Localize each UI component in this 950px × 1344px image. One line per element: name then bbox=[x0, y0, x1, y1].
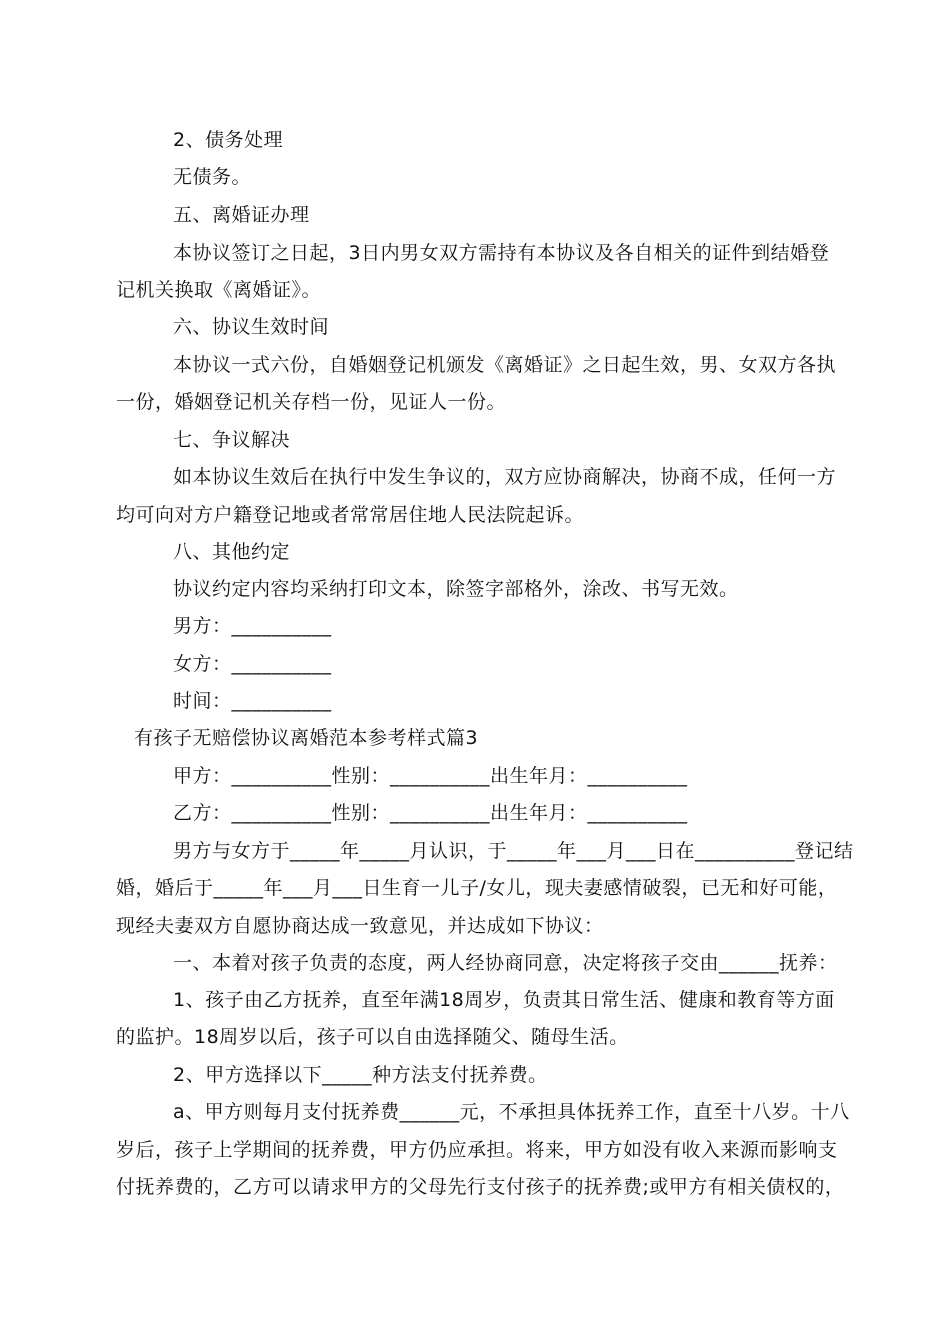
section-heading-effective: 六、协议生效时间 bbox=[173, 316, 330, 338]
paragraph-text: 记机关换取《离婚证》。 bbox=[116, 279, 322, 301]
party-a-line: 甲方：__________性别：__________出生年月：__________ bbox=[173, 765, 688, 787]
signature-line-female: 女方：__________ bbox=[173, 653, 332, 675]
signature-line-date: 时间：__________ bbox=[173, 690, 332, 712]
paragraph-text: 1、孩子由乙方抚养，直至年满18周岁，负责其日常生活、健康和教育等方面 bbox=[173, 989, 835, 1011]
paragraph-text: 2、甲方选择以下_____种方法支付抚养费。 bbox=[173, 1064, 548, 1086]
clause-heading-custody: 一、本着对孩子负责的态度，两人经协商同意，决定将孩子交由______抚养： bbox=[173, 952, 838, 974]
section-heading-dispute: 七、争议解决 bbox=[173, 429, 291, 451]
paragraph-text: 协议约定内容均采纳打印文本，除签字部格外，涂改、书写无效。 bbox=[173, 578, 739, 600]
section-heading-other: 八、其他约定 bbox=[173, 541, 291, 563]
paragraph-text: 付抚养费的，乙方可以请求甲方的父母先行支付孩子的抚养费;或甲方有相关债权的， bbox=[116, 1176, 845, 1198]
paragraph-text: 均可向对方户籍登记地或者常常居住地人民法院起诉。 bbox=[116, 504, 585, 526]
paragraph-text: 的监护。18周岁以后，孩子可以自由选择随父、随母生活。 bbox=[116, 1026, 629, 1048]
section-heading-debt: 2、债务处理 bbox=[173, 129, 284, 151]
paragraph-text: 一份，婚姻登记机关存档一份，见证人一份。 bbox=[116, 391, 507, 413]
paragraph-text: 如本协议生效后在执行中发生争议的，双方应协商解决，协商不成，任何一方 bbox=[173, 466, 837, 488]
paragraph-text: 婚，婚后于_____年___月___日生育一儿子/女儿，现夫妻感情破裂，已无和好可能， bbox=[116, 877, 838, 899]
paragraph-text: 现经夫妻双方自愿协商达成一致意见，并达成如下协议： bbox=[116, 915, 604, 937]
party-b-line: 乙方：__________性别：__________出生年月：__________ bbox=[173, 802, 688, 824]
paragraph-text: 岁后，孩子上学期间的抚养费，甲方仍应承担。将来，甲方如没有收入来源而影响支 bbox=[116, 1139, 838, 1161]
signature-line-male: 男方：__________ bbox=[173, 615, 332, 637]
paragraph-text: 本协议签订之日起，3日内男女双方需持有本协议及各自相关的证件到结婚登 bbox=[173, 242, 830, 264]
paragraph-text: a、甲方则每月支付抚养费______元，不承担具体抚养工作，直至十八岁。十八 bbox=[173, 1101, 850, 1123]
paragraph-text: 本协议一式六份，自婚姻登记机颁发《离婚证》之日起生效，男、女双方各执 bbox=[173, 354, 837, 376]
paragraph-text: 无债务。 bbox=[173, 166, 252, 188]
document-title: 有孩子无赔偿协议离婚范本参考样式篇3 bbox=[134, 727, 479, 749]
section-heading-certificate: 五、离婚证办理 bbox=[173, 204, 310, 226]
paragraph-text: 男方与女方于_____年_____月认识，于_____年___月___日在__________登记结 bbox=[173, 840, 854, 862]
